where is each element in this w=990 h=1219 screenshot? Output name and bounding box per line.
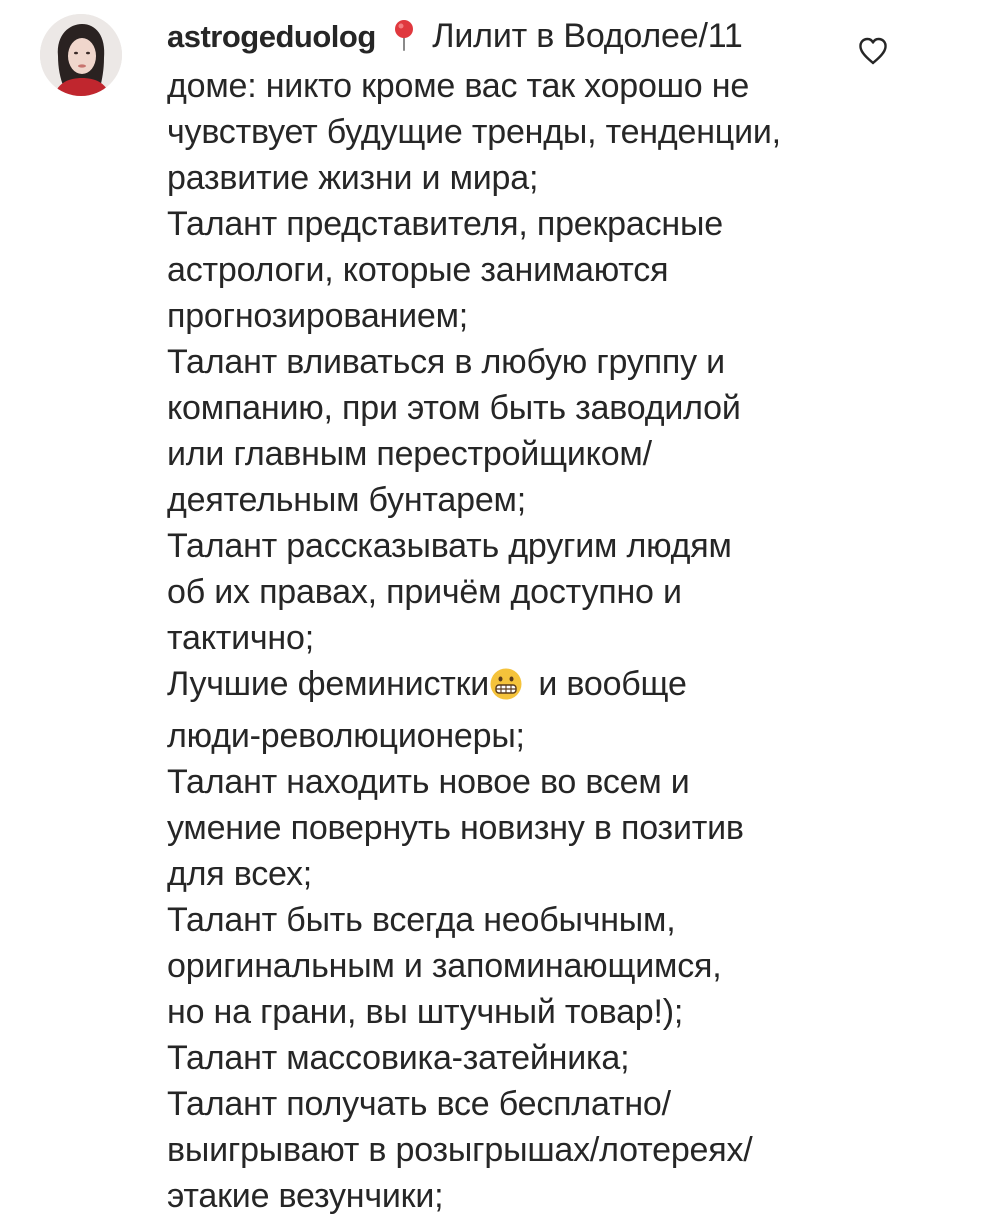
comment-text-line: Талант массовика-затейника; [167, 1039, 630, 1077]
comment-text-line: Талант вливаться в любую группу и [167, 343, 725, 381]
comment-text-line: Талант находить новое во всем и [167, 763, 690, 801]
comment-text-line: компанию, при этом быть заводилой [167, 389, 741, 427]
comment-text-line: Лилит в Водолее/11 [432, 17, 743, 55]
comment-text-line: умение повернуть новизну в позитив [167, 809, 744, 847]
comment-text-line: Талант получать все бесплатно/ [167, 1085, 671, 1123]
username[interactable]: astrogeduolog [167, 19, 376, 54]
comment-text-segment: Лучшие феминистки [167, 665, 490, 703]
comment-body [167, 13, 847, 1219]
comment-text-line: люди-революционеры; [167, 717, 525, 755]
comment-text-line: Талант рассказывать другим людям [167, 527, 732, 565]
comment-text-line: Талант быть всегда необычным, [167, 901, 676, 939]
comment-text-segment: и вообще [529, 665, 687, 703]
comment-emoji-line [167, 661, 847, 713]
round-pushpin-icon [393, 17, 415, 63]
comment-text-line: деятельным бунтарем; [167, 481, 526, 519]
comment-text-line: выигрывают в розыгрышах/лотереях/ [167, 1131, 753, 1169]
comment-text-line: прогнозированием; [167, 297, 469, 335]
heart-outline-icon [858, 37, 888, 70]
comment-text-line: тактично; [167, 619, 314, 657]
comment-text-line: оригинальным и запоминающимся, [167, 947, 722, 985]
comment-text-line: чувствует будущие тренды, тенденции, [167, 113, 781, 151]
grimacing-face-emoji-icon [489, 667, 523, 713]
comment-text-line: но на грани, вы штучный товар!); [167, 993, 684, 1031]
comment-text-line: доме: никто кроме вас так хорошо не [167, 67, 750, 105]
like-button[interactable] [856, 36, 890, 70]
comment-text-line: развитие жизни и мира; [167, 159, 539, 197]
comment-text-line: об их правах, причём доступно и [167, 573, 682, 611]
comment-text-line: для всех; [167, 855, 313, 893]
comment-first-line [167, 13, 847, 63]
comment-text-line: астрологи, которые занимаются [167, 251, 669, 289]
comment-text-line: этакие везунчики; [167, 1177, 444, 1215]
avatar[interactable] [40, 14, 122, 96]
comment-text-line: или главным перестройщиком/ [167, 435, 652, 473]
comment-text-line: Талант представителя, прекрасные [167, 205, 723, 243]
